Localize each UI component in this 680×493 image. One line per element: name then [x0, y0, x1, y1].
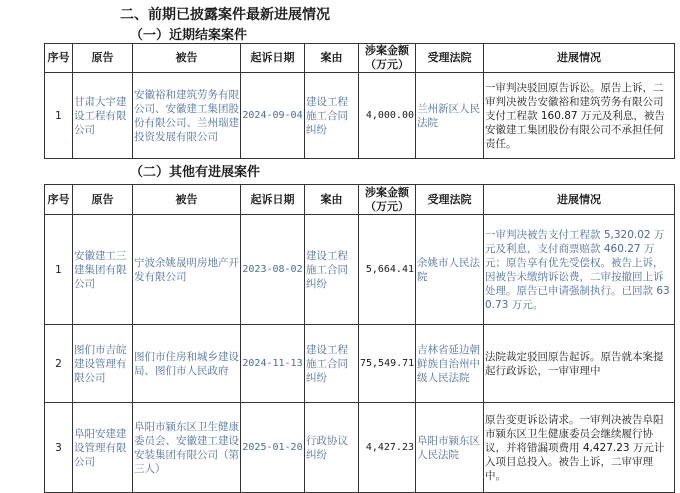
cell-defendant: 安徽裕和建筑劳务有限公司、安徽建工集团股份有限公司、兰州瑞建投资发展有限公司 — [133, 73, 241, 159]
cell-amount: 75,549.71 — [359, 325, 416, 403]
table-header-row — [45, 185, 675, 215]
cell-no: 1 — [45, 215, 73, 325]
table-row — [45, 215, 675, 325]
cell-progress: 法院裁定驳回原告起诉。原告就本案提起行政诉讼，一审审理中 — [484, 325, 675, 403]
table-row — [45, 73, 675, 159]
cell-defendant: 宁波余姚晟明房地产开发有限公司 — [133, 215, 241, 325]
table-row — [45, 325, 675, 403]
col-header: 涉案金额（万元） — [359, 185, 416, 215]
cell-no: 1 — [45, 73, 73, 159]
cell-no: 3 — [45, 403, 73, 493]
col-header: 被告 — [133, 44, 241, 73]
cell-progress: 一审判决被告支付工程款 5,320.02 万元及利息，支付商票赔款 460.27 万元；原告享有优先受偿权。被告上诉，因被告未缴纳诉讼费，二审按撤回上诉处理。原告已申请强制执行。已回款 630.73 万元。 — [484, 215, 675, 325]
col-header: 进展情况 — [484, 44, 675, 73]
cell-defendant: 图们市住房和城乡建设局、图们市人民政府 — [133, 325, 241, 403]
cell-progress: 原告变更诉讼请求。一审判决被告阜阳市颍东区卫生健康委员会继续履行协议，并将错漏项费用 4,427.23 万元计入项目总投入。被告上诉，二审审理中。 — [484, 403, 675, 493]
col-header: 起诉日期 — [241, 44, 305, 73]
cell-cause: 建设工程施工合同纠纷 — [305, 73, 359, 159]
cell-cause: 建设工程施工合同纠纷 — [305, 325, 359, 403]
col-header: 涉案金额（万元） — [359, 44, 416, 73]
col-header: 受理法院 — [416, 185, 484, 215]
cell-cause: 行政协议纠纷 — [305, 403, 359, 493]
col-header: 被告 — [133, 185, 241, 215]
col-header: 原告 — [73, 44, 133, 73]
col-header: 原告 — [73, 185, 133, 215]
col-header: 序号 — [45, 44, 73, 73]
table-row — [45, 403, 675, 493]
table-header-row — [45, 44, 675, 73]
cell-date: 2024-11-13 — [241, 325, 305, 403]
col-header: 进展情况 — [484, 185, 675, 215]
cell-plaintiff: 安徽建工三建集团有限公司 — [73, 215, 133, 325]
cell-defendant: 阜阳市颍东区卫生健康委员会、安徽建工建设安装集团有限公司（第三人） — [133, 403, 241, 493]
cell-date: 2025-01-20 — [241, 403, 305, 493]
cell-date: 2024-09-04 — [241, 73, 305, 159]
progress-cases-table — [44, 184, 675, 493]
cell-progress: 一审判决驳回原告诉讼。原告上诉，二审判决被告安徽裕和建筑劳务有限公司支付工程款 160.87 万元及利息，被告安徽建工集团股份有限公司不承担任何责任。 — [484, 73, 675, 159]
cell-amount: 5,664.41 — [359, 215, 416, 325]
col-header: 序号 — [45, 185, 73, 215]
col-header: 受理法院 — [416, 44, 484, 73]
cell-plaintiff: 图们市吉皖建设管理有限公司 — [73, 325, 133, 403]
cell-court: 阜阳市颍东区人民法院 — [416, 403, 484, 493]
cell-amount: 4,427.23 — [359, 403, 416, 493]
cell-no: 2 — [45, 325, 73, 403]
section-heading: 二、前期已披露案件最新进展情况 — [120, 7, 330, 23]
cell-cause: 建设工程施工合同纠纷 — [305, 215, 359, 325]
cell-plaintiff: 阜阳安建建设管理有限公司 — [73, 403, 133, 493]
col-header: 案由 — [305, 44, 359, 73]
cell-court: 余姚市人民法院 — [416, 215, 484, 325]
closed-cases-table — [44, 43, 675, 159]
subsection-heading-closed: （一）近期结案案件 — [130, 28, 248, 43]
cell-date: 2023-08-02 — [241, 215, 305, 325]
cell-plaintiff: 甘肃大宇建设工程有限公司 — [73, 73, 133, 159]
cell-court: 吉林省延边朝鲜族自治州中级人民法院 — [416, 325, 484, 403]
cell-amount: 4,000.00 — [359, 73, 416, 159]
col-header: 起诉日期 — [241, 185, 305, 215]
col-header: 案由 — [305, 185, 359, 215]
cell-court: 兰州新区人民法院 — [416, 73, 484, 159]
subsection-heading-other: （二）其他有进展案件 — [130, 165, 261, 180]
